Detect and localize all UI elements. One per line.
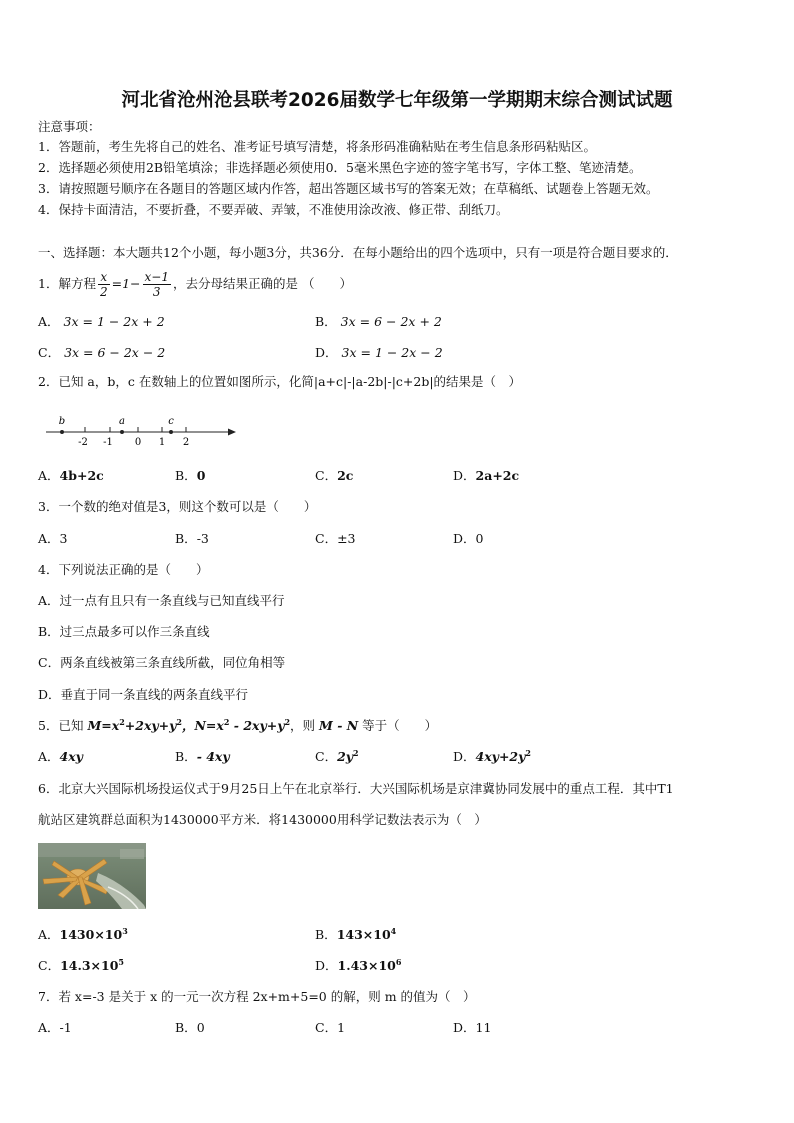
question-2-stem: 2．已知 a，b，c 在数轴上的位置如图所示，化简|a+c|-|a-2b|-|c+2b|的结果是（ ） [38, 374, 522, 389]
airport-photo [38, 843, 146, 909]
question-4-option-a: A．过一点有且只有一条直线与已知直线平行 [38, 593, 285, 608]
question-4-option-b: B．过三点最多可以作三条直线 [38, 624, 210, 639]
question-2-option-c: C．2c [315, 468, 354, 483]
question-3-option-b: B．-3 [175, 531, 209, 546]
question-6-option-a: A．$1430\times 10^3$ [38, 926, 128, 942]
question-7-stem: 7．若 x=-3 是关于 x 的一元一次方程 2x+m+5=0 的解，则 m 的值为（ ） [38, 989, 476, 1004]
question-3-option-a: A．3 [38, 531, 68, 546]
question-1-option-c: C． 3x = 6 − 2x − 2 [38, 345, 166, 360]
tick-label: 0 [134, 437, 142, 448]
section-heading: 一、选择题：本大题共12个小题，每小题3分，共36分．在每小题给出的四个选项中，只有一项是符合题目要求的． [38, 245, 678, 260]
point-b [60, 430, 64, 434]
point-label: c [168, 416, 174, 427]
question-6-option-c: C．$14.3\times 10^5$ [38, 957, 124, 973]
question-3-stem: 3．一个数的绝对值是3，则这个数可以是（ ） [38, 499, 317, 514]
page-title: 河北省沧州沧县联考2026届数学七年级第一学期期末综合测试试题 [121, 90, 673, 111]
question-7-option-c: C．1 [315, 1020, 346, 1035]
question-1-option-a: A． 3x = 1 − 2x + 2 [38, 314, 165, 329]
point-label: a [119, 416, 125, 427]
point-c [169, 430, 173, 434]
point-label: b [58, 416, 66, 427]
question-4-stem: 4．下列说法正确的是（ ） [38, 562, 209, 577]
tick-label: 1 [158, 437, 166, 448]
question-7-option-b: B．0 [175, 1020, 205, 1035]
notice-item: 4．保持卡面清洁，不要折叠，不要弄破、弄皱，不准使用涂改液、修正带、刮纸刀。 [38, 202, 509, 217]
number-line-arrow [228, 429, 236, 436]
question-5-stem: 5．已知 $M=x^2+2xy+y^2$，$N=x^2 - 2xy+y^2$，则 M - N 等于（ ） [38, 717, 438, 733]
notice-heading: 注意事项： [38, 119, 101, 134]
number-line-figure [40, 410, 245, 448]
tick-label: -2 [78, 437, 88, 448]
question-1-option-b: B． 3x = 6 − 2x + 2 [315, 314, 442, 329]
question-3-option-c: C．±3 [315, 531, 356, 546]
question-6-stem-line2: 航站区建筑群总面积为1430000平方米．将1430000用科学记数法表示为（ ） [38, 812, 487, 827]
question-1-option-d: D． 3x = 1 − 2x − 2 [315, 345, 443, 360]
notice-item: 2．选择题必须使用2B铅笔填涂；非选择题必须使用0．5毫米黑色字迹的签字笔书写，字体工整、笔迹清楚。 [38, 160, 642, 175]
airport-photo-image [38, 843, 146, 909]
question-5-option-c: C．$2y^2$ [315, 748, 359, 764]
question-5-option-b: B．- 4xy [175, 749, 230, 764]
tick-label: -1 [103, 437, 113, 448]
question-4-option-c: C．两条直线被第三条直线所截，同位角相等 [38, 655, 286, 670]
tick-label: 2 [182, 437, 190, 448]
question-3-option-d: D．0 [453, 531, 484, 546]
notice-item: 1．答题前，考生先将自己的姓名、准考证号填写清楚，将条形码准确粘贴在考生信息条形码粘贴区。 [38, 139, 596, 154]
question-7-option-a: A．-1 [38, 1020, 72, 1035]
question-2-option-d: D．2a+2c [453, 468, 520, 483]
question-2-option-a: A．4b+2c [38, 468, 104, 483]
question-6-option-d: D．$1.43\times 10^6$ [315, 957, 402, 973]
question-4-option-d: D．垂直于同一条直线的两条直线平行 [38, 687, 249, 702]
question-1-stem: 1．解方程 $\frac{x}{2}$ =1− $\frac{x-1}{3}$ ，去分母结果正确的是 （ ） [38, 270, 352, 299]
fraction: $\frac{x}{2}$ [99, 270, 108, 299]
question-7-option-d: D．11 [453, 1020, 492, 1035]
question-2-option-b: B．0 [175, 468, 206, 483]
notice-item: 3．请按照题号顺序在各题目的答题区域内作答，超出答题区域书写的答案无效；在草稿纸、试题卷上答题无效。 [38, 181, 659, 196]
point-a [120, 430, 124, 434]
question-5-option-d: D．$4xy+2y^2$ [453, 748, 531, 764]
question-5-option-a: A．4xy [38, 749, 83, 764]
question-6-stem-line1: 6．北京大兴国际机场投运仪式于9月25日上午在北京举行．大兴国际机场是京津冀协同发展中的重点工程．其中T1 [38, 781, 674, 796]
question-6-option-b: B．$143\times 10^4$ [315, 926, 397, 942]
fraction: $\frac{x-1}{3}$ [144, 270, 169, 299]
